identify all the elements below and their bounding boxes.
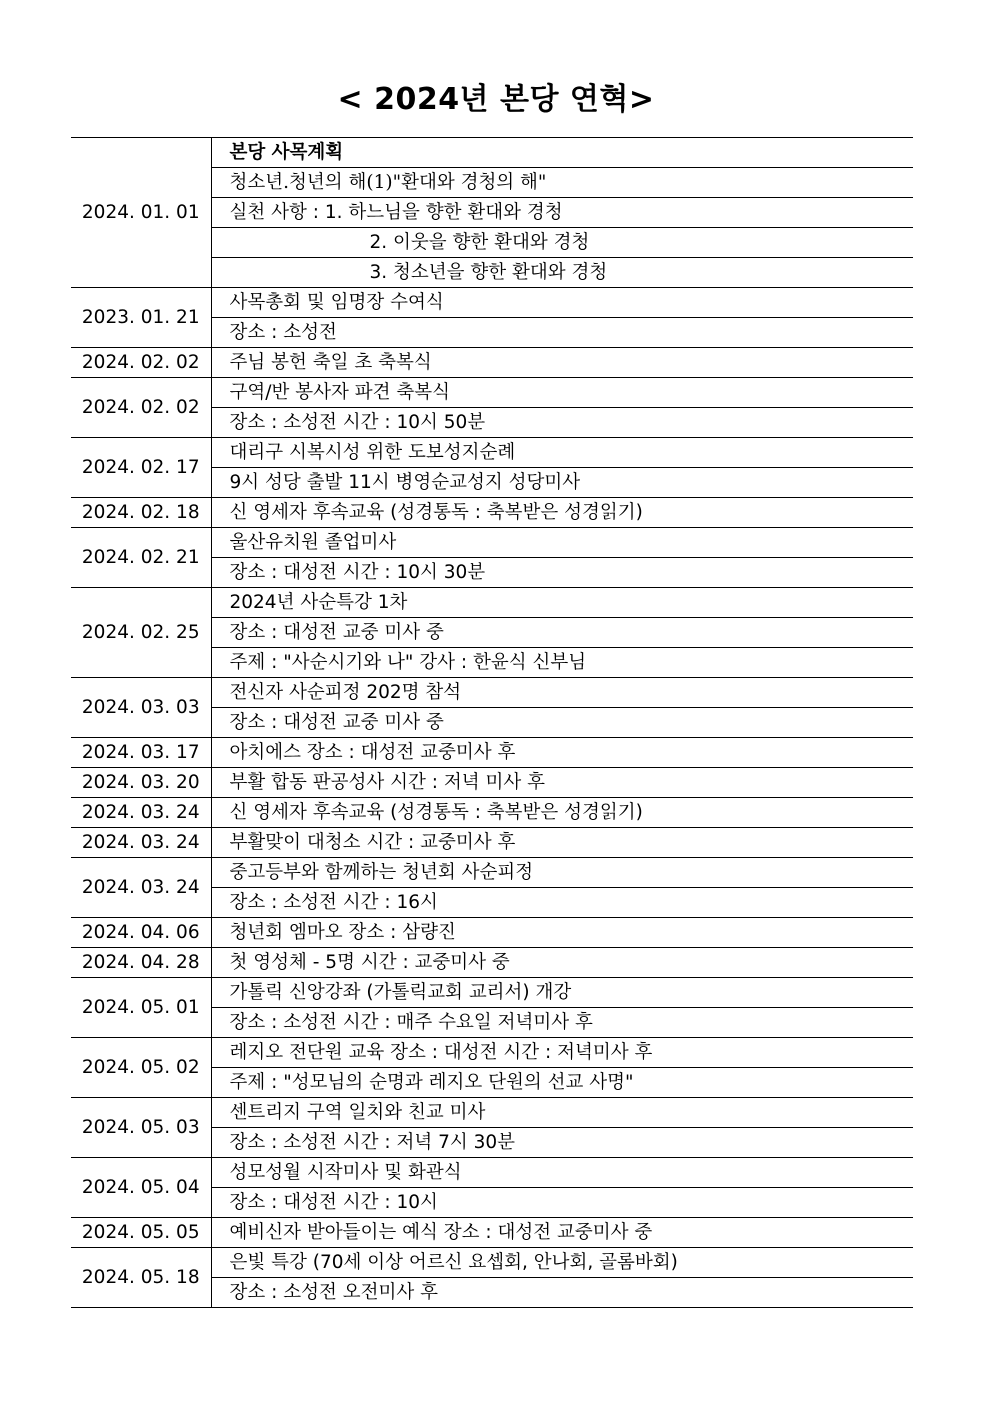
event-line bbox=[211, 648, 913, 678]
entry-date: 2024. 02. 02 bbox=[71, 378, 211, 438]
event-text: 장소 : 소성전 오전미사 후 bbox=[229, 1282, 438, 1303]
event-line bbox=[211, 1098, 913, 1128]
entry-date: 2024. 03. 24 bbox=[71, 828, 211, 858]
event-line bbox=[211, 258, 913, 288]
table-row bbox=[71, 948, 913, 978]
event-line bbox=[211, 1218, 913, 1248]
event-text: 주제 : "사순시기와 나" 강사 : 한윤식 신부님 bbox=[229, 652, 587, 673]
event-line bbox=[211, 918, 913, 948]
event-text: 장소 : 소성전 시간 : 16시 bbox=[229, 892, 438, 913]
entry-date: 2024. 05. 03 bbox=[71, 1098, 211, 1158]
event-line bbox=[211, 678, 913, 708]
event-text: 첫 영성체 - 5명 시간 : 교중미사 중 bbox=[229, 952, 510, 973]
event-text: 중고등부와 함께하는 청년회 사순피정 bbox=[229, 862, 534, 883]
entry-date: 2024. 05. 01 bbox=[71, 978, 211, 1038]
event-text: 아치에스 장소 : 대성전 교중미사 후 bbox=[229, 742, 516, 763]
event-line bbox=[211, 1128, 913, 1158]
event-line bbox=[211, 138, 913, 168]
event-text: 청년회 엠마오 장소 : 삼량진 bbox=[229, 922, 456, 943]
event-line bbox=[211, 738, 913, 768]
table-row bbox=[71, 438, 913, 468]
table-row bbox=[71, 678, 913, 708]
event-line bbox=[211, 588, 913, 618]
entry-date: 2024. 05. 05 bbox=[71, 1218, 211, 1248]
table-row bbox=[71, 378, 913, 408]
event-line bbox=[211, 318, 913, 348]
event-line bbox=[211, 1248, 913, 1278]
event-text: 장소 : 소성전 시간 : 저녁 7시 30분 bbox=[229, 1132, 516, 1153]
event-text: 2024년 사순특강 1차 bbox=[229, 592, 408, 613]
event-text: 구역/반 봉사자 파견 축복식 bbox=[229, 382, 450, 403]
table-row bbox=[71, 1158, 913, 1188]
event-text: 2. 이웃을 향한 환대와 경청 bbox=[369, 232, 590, 253]
event-line bbox=[211, 408, 913, 438]
event-line bbox=[211, 348, 913, 378]
table-row bbox=[71, 1098, 913, 1128]
table-row bbox=[71, 528, 913, 558]
table-row bbox=[71, 978, 913, 1008]
table-row bbox=[71, 858, 913, 888]
entry-date: 2024. 02. 17 bbox=[71, 438, 211, 498]
table-row bbox=[71, 1218, 913, 1248]
event-line bbox=[211, 1068, 913, 1098]
event-text: 장소 : 대성전 교중 미사 중 bbox=[229, 712, 444, 733]
event-line bbox=[211, 438, 913, 468]
event-line bbox=[211, 198, 913, 228]
event-text: 예비신자 받아들이는 예식 장소 : 대성전 교중미사 중 bbox=[229, 1222, 653, 1243]
entry-date: 2024. 03. 17 bbox=[71, 738, 211, 768]
event-text: 은빛 특강 (70세 이상 어르신 요셉회, 안나회, 골롬바회) bbox=[229, 1252, 678, 1273]
entry-date: 2023. 01. 21 bbox=[71, 288, 211, 348]
table-row bbox=[71, 138, 913, 168]
event-text: 주님 봉헌 축일 초 축복식 bbox=[229, 352, 432, 373]
event-text: 장소 : 대성전 교중 미사 중 bbox=[229, 622, 444, 643]
event-line bbox=[211, 798, 913, 828]
event-text: 3. 청소년을 향한 환대와 경청 bbox=[369, 262, 608, 283]
event-text: 신 영세자 후속교육 (성경통독 : 축복받은 성경읽기) bbox=[229, 802, 643, 823]
table-row bbox=[71, 828, 913, 858]
table-row bbox=[71, 288, 913, 318]
entry-date: 2024. 01. 01 bbox=[71, 138, 211, 288]
entry-date: 2024. 05. 02 bbox=[71, 1038, 211, 1098]
table-row bbox=[71, 918, 913, 948]
entry-date: 2024. 02. 02 bbox=[71, 348, 211, 378]
entry-date: 2024. 04. 28 bbox=[71, 948, 211, 978]
entry-date: 2024. 02. 25 bbox=[71, 588, 211, 678]
event-line bbox=[211, 558, 913, 588]
event-line bbox=[211, 858, 913, 888]
event-text: 실천 사항 : 1. 하느님을 향한 환대와 경청 bbox=[229, 202, 563, 223]
event-text: 장소 : 대성전 시간 : 10시 bbox=[229, 1192, 438, 1213]
event-text: 청소년.청년의 해(1)"환대와 경청의 해" bbox=[229, 172, 547, 193]
event-line bbox=[211, 1038, 913, 1068]
table-row bbox=[71, 588, 913, 618]
event-text: 장소 : 대성전 시간 : 10시 30분 bbox=[229, 562, 486, 583]
event-text: 부활 합동 판공성사 시간 : 저녁 미사 후 bbox=[229, 772, 545, 793]
event-line bbox=[211, 828, 913, 858]
event-text: 주제 : "성모님의 순명과 레지오 단원의 선교 사명" bbox=[229, 1072, 634, 1093]
table-row bbox=[71, 798, 913, 828]
event-line bbox=[211, 1188, 913, 1218]
table-row bbox=[71, 348, 913, 378]
table-row bbox=[71, 1248, 913, 1278]
event-text: 대리구 시복시성 위한 도보성지순례 bbox=[229, 442, 516, 463]
event-line bbox=[211, 228, 913, 258]
event-line bbox=[211, 1158, 913, 1188]
entry-date: 2024. 03. 24 bbox=[71, 798, 211, 828]
event-text: 센트리지 구역 일치와 친교 미사 bbox=[229, 1102, 486, 1123]
entry-date: 2024. 03. 03 bbox=[71, 678, 211, 738]
event-text: 전신자 사순피정 202명 참석 bbox=[229, 682, 462, 703]
entry-date: 2024. 02. 21 bbox=[71, 528, 211, 588]
event-text: 가톨릭 신앙강좌 (가톨릭교회 교리서) 개강 bbox=[229, 982, 572, 1003]
event-line bbox=[211, 1278, 913, 1308]
event-line bbox=[211, 618, 913, 648]
event-line bbox=[211, 528, 913, 558]
event-line bbox=[211, 948, 913, 978]
table-row bbox=[71, 738, 913, 768]
event-text: 부활맞이 대청소 시간 : 교중미사 후 bbox=[229, 832, 516, 853]
event-text: 사목총회 및 임명장 수여식 bbox=[229, 292, 444, 313]
page-title: < 2024년 본당 연혁> bbox=[337, 82, 655, 117]
table-row bbox=[71, 768, 913, 798]
event-text: 9시 성당 출발 11시 병영순교성지 성당미사 bbox=[229, 472, 581, 493]
entry-date: 2024. 02. 18 bbox=[71, 498, 211, 528]
event-text: 신 영세자 후속교육 (성경통독 : 축복받은 성경읽기) bbox=[229, 502, 643, 523]
event-text: 장소 : 소성전 bbox=[229, 322, 337, 343]
event-text: 장소 : 소성전 시간 : 매주 수요일 저녁미사 후 bbox=[229, 1012, 593, 1033]
event-line bbox=[211, 978, 913, 1008]
entry-date: 2024. 05. 04 bbox=[71, 1158, 211, 1218]
event-line bbox=[211, 378, 913, 408]
event-text: 본당 사목계획 bbox=[229, 142, 344, 163]
event-line bbox=[211, 768, 913, 798]
event-line bbox=[211, 288, 913, 318]
event-text: 울산유치원 졸업미사 bbox=[229, 532, 397, 553]
table-row bbox=[71, 498, 913, 528]
event-text: 성모성월 시작미사 및 화관식 bbox=[229, 1162, 462, 1183]
event-line bbox=[211, 498, 913, 528]
event-line bbox=[211, 468, 913, 498]
event-text: 레지오 전단원 교육 장소 : 대성전 시간 : 저녁미사 후 bbox=[229, 1042, 653, 1063]
entry-date: 2024. 05. 18 bbox=[71, 1248, 211, 1308]
table-row bbox=[71, 1038, 913, 1068]
entry-date: 2024. 03. 24 bbox=[71, 858, 211, 918]
history-table bbox=[71, 137, 913, 1308]
event-line bbox=[211, 708, 913, 738]
event-line bbox=[211, 168, 913, 198]
event-line bbox=[211, 888, 913, 918]
entry-date: 2024. 04. 06 bbox=[71, 918, 211, 948]
event-text: 장소 : 소성전 시간 : 10시 50분 bbox=[229, 412, 486, 433]
event-line bbox=[211, 1008, 913, 1038]
entry-date: 2024. 03. 20 bbox=[71, 768, 211, 798]
